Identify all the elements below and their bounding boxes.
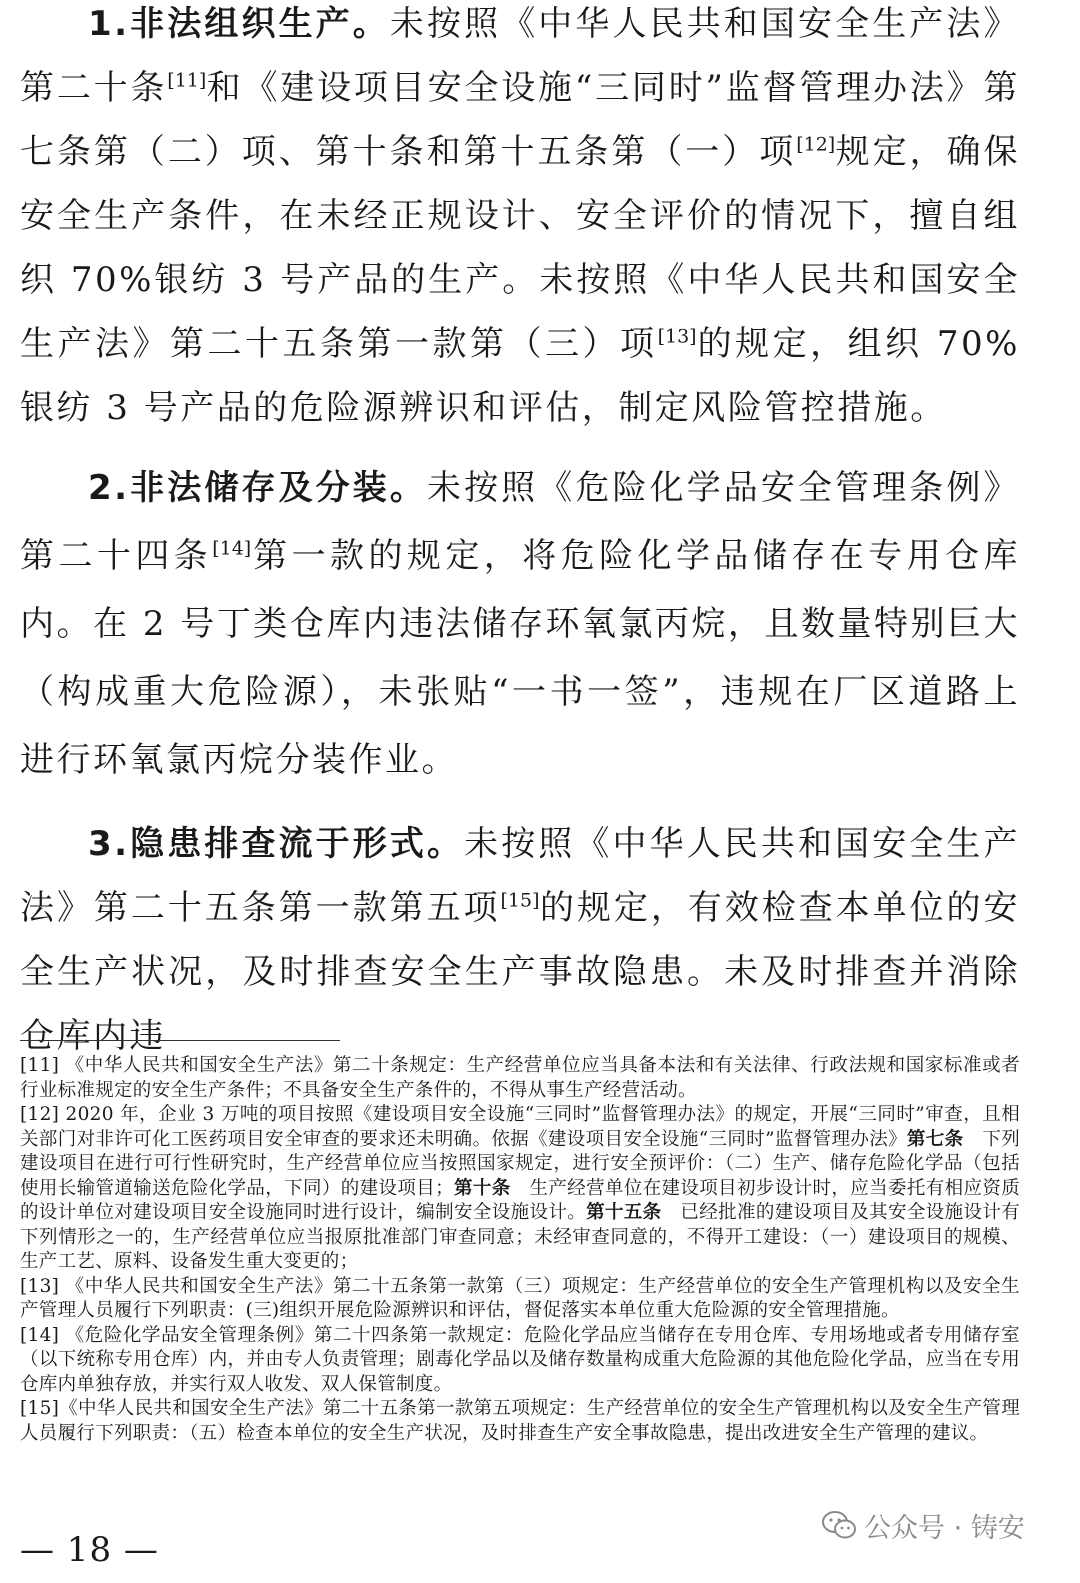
footnote-text: 下列建设项目在进行可行性研究时，生产经营单位应当按照国家规定，进行安全预评价：（二）生产、储存危险化学品（包括使用长输管道输送危险化学品，下同）的建设项目； — [20, 1128, 1020, 1199]
paragraph-text: 的规定，有效检查本单位的安全生产状况，及时排查安全生产事故隐患。未及时排查并消除仓库内违 — [20, 888, 1021, 1056]
paragraph-text: 未按照《危险化学品安全管理条例》第二十四条 — [20, 468, 1020, 576]
wechat-icon — [822, 1510, 856, 1540]
footnote-text: [15]《中华人民共和国安全生产法》第二十五条第一款第五项规定：生产经营单位的安全生产管理机构以及安全生产管理人员履行下列职责：（五）检查本单位的安全生产状况，及时排查生产安全事故隐患，提出改进安全生产管理的建议。 — [20, 1398, 1020, 1444]
paragraph-text: 和《建设项目安全设施“三同时”监督管理办法》第七条第（二）项、第十条和第十五条第（一）项 — [20, 68, 1021, 172]
page-number: — 18 — — [20, 1530, 159, 1570]
paragraph-heading: 2.非法储存及分装。 — [88, 468, 427, 508]
footnote-ref-12[interactable]: [12] — [796, 133, 836, 156]
paragraph-text: 第一款的规定，将危险化学品储存在专用仓库内。在 2 号丁类仓库内违法储存环氧氯丙烷，且数量特别巨大（构成重大危险源），未张贴“一书一签”，违规在厂区道路上进行环氧氯丙烷分装作业。 — [20, 536, 1021, 780]
paragraph-2 — [20, 454, 1020, 794]
paragraph-3 — [20, 812, 1020, 1068]
wechat-watermark — [822, 1505, 1025, 1545]
footnote-15 — [20, 1397, 1020, 1446]
footnote-11 — [20, 1054, 1020, 1103]
footnote-divider — [20, 1040, 340, 1041]
footnote-ref-14[interactable]: [14] — [212, 537, 252, 560]
paragraph-text: 规定，确保安全生产条件，在未经正规设计、安全评价的情况下，擅自组织 70%银纺 3 号产品的生产。未按照《中华人民共和国安全生产法》第二十五条第一款第（三）项 — [20, 132, 1021, 364]
footnote-ref-15[interactable]: [15] — [500, 889, 540, 912]
paragraph-heading: 3.隐患排查流于形式。 — [88, 824, 465, 864]
main-body — [20, 0, 1020, 1068]
footnote-text: [14] 《危险化学品安全管理条例》第二十四条第一款规定：危险化学品应当储存在专用仓库、专用场地或者专用储存室（以下统称专用仓库）内，并由专人负责管理；剧毒化学品以及储存数量构成重大危险源的其他危险化学品，应当在专用仓库内单独存放，并实行双人收发、双人保管制度。 — [20, 1324, 1020, 1395]
footnote-13 — [20, 1275, 1020, 1324]
footnote-text: 生产经营单位在建设项目初步设计时，应当委托有相应资质的设计单位对建设项目安全设施同时进行设计，编制安全设施设计。 — [20, 1177, 1021, 1223]
footnote-article-label: 第七条 — [906, 1128, 964, 1150]
footnote-text: 已经批准的建设项目及其安全设施设计有下列情形之一的，生产经营单位应当报原批准部门审查同意；未经审查同意的，不得开工建设：（一）建设项目的规模、生产工艺、原料、设备发生重大变更的； — [20, 1202, 1021, 1272]
paragraph-heading: 1.非法组织生产。 — [88, 4, 390, 44]
footnote-article-label: 第十五条 — [586, 1202, 662, 1223]
footnote-14 — [20, 1324, 1020, 1398]
paragraph-text: 未按照《中华人民共和国安全生产法》第二十条 — [20, 4, 1021, 108]
paragraph-1 — [20, 0, 1020, 440]
footnote-12 — [20, 1103, 1020, 1275]
footnote-article-label: 第十条 — [453, 1177, 511, 1199]
watermark-text: 公众号 · 铸安 — [864, 1512, 1025, 1544]
footnote-text: [12] 2020 年，企业 3 万吨的项目按照《建设项目安全设施“三同时”监督管理办法》的规定，开展“三同时”审查，且相关部门对非许可化工医药项目安全审查的要求还未明确。依据《建设项目安全设施“三同时”监督管理办法》 — [20, 1104, 1020, 1150]
paragraph-text: 未按照《中华人民共和国安全生产法》第二十五条第一款第五项 — [20, 824, 1021, 928]
footnote-ref-13[interactable]: [13] — [657, 325, 697, 348]
paragraph-text: 的规定，组织 70%银纺 3 号产品的危险源辨识和评估，制定风险管控措施。 — [20, 324, 1020, 428]
footnote-text: [11] 《中华人民共和国安全生产法》第二十条规定：生产经营单位应当具备本法和有关法律、行政法规和国家标准或者行业标准规定的安全生产条件；不具备安全生产条件的，不得从事生产经营活动。 — [20, 1055, 1020, 1101]
footnote-ref-11[interactable]: [11] — [167, 69, 207, 92]
footnotes — [20, 1054, 1020, 1446]
footnote-text: [13] 《中华人民共和国安全生产法》第二十五条第一款第（三）项规定：生产经营单位的安全生产管理机构以及安全生产管理人员履行下列职责：(三)组织开展危险源辨识和评估，督促落实本单位重大危险源的安全管理措施。 — [20, 1275, 1020, 1321]
